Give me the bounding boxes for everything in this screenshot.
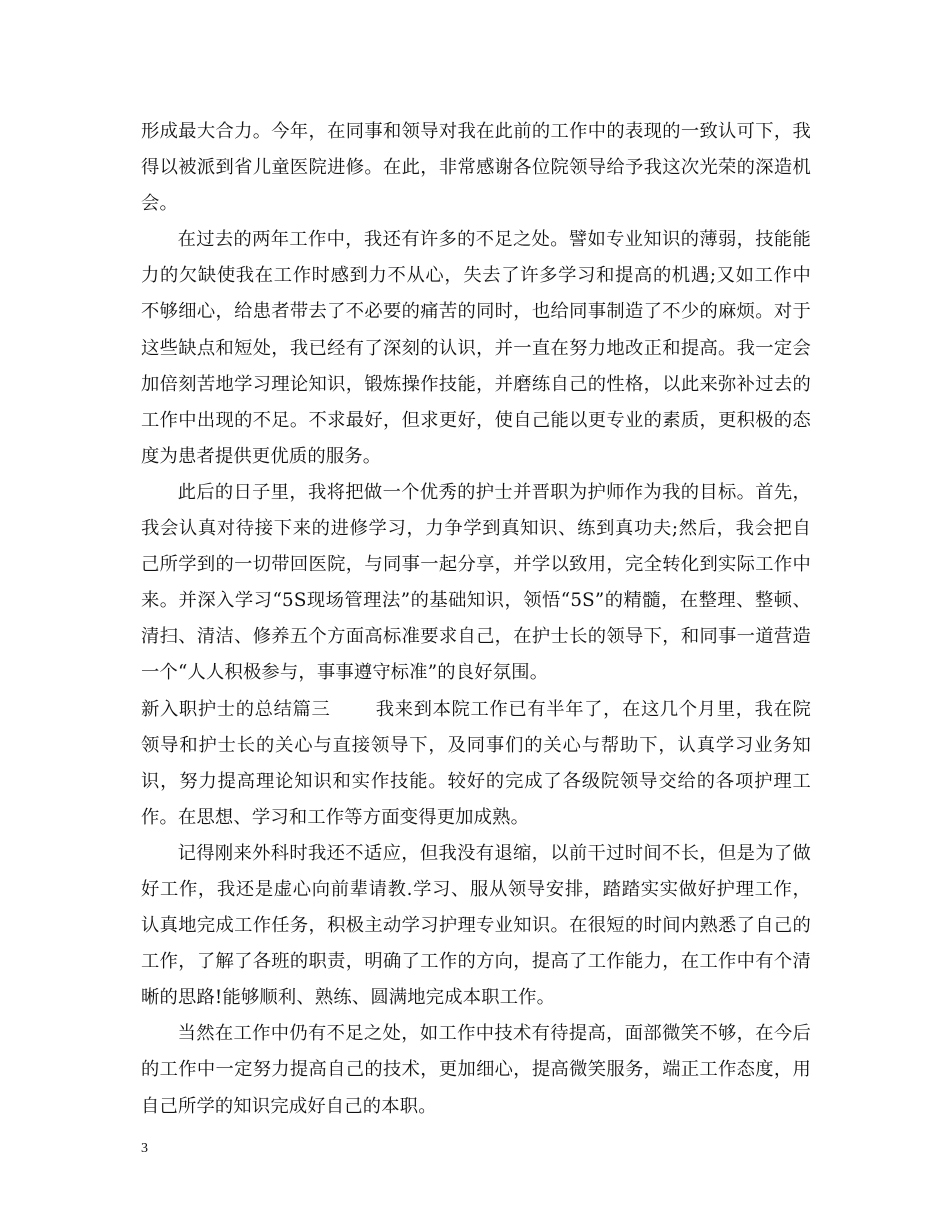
paragraph-text: 当然在工作中仍有不足之处，如工作中技术有待提高，面部微笑不够，在今后的工作中一定努力提高自己的技术，更加细心，提高微笑服务，端正工作态度，用自己所学的知识完成好自己的本职。 — [141, 1023, 811, 1117]
section-heading: 新入职护士的总结篇三 — [141, 698, 331, 720]
paragraph-text: 此后的日子里，我将把做一个优秀的护士并晋职为护师作为我的目标。首先，我会认真对待接下来的进修学习，力争学到真知识、练到真功夫;然后，我会把自己所学到的一切带回医院，与同事一起分享，并学以致用，完全转化到实际工作中来。并深入学习“5S现场管理法”的基础知识，领悟“5S”的精髓，在整理、整顿、清扫、清洁、修养五个方面高标准要求自己，在护士长的领导下，和同事一道营造一个“人人积极参与，事事遵守标准”的良好氛围。 — [141, 481, 811, 684]
paragraph-5 — [141, 836, 811, 1016]
paragraph-2 — [141, 222, 811, 475]
page-number: 3 — [141, 1141, 148, 1156]
paragraph-text: 我来到本院工作已有半年了，在这几个月里，我在院领导和护士长的关心与直接领导下，及同事们的关心与帮助下，认真学习业务知识，努力提高理论知识和实作技能。较好的完成了各级院领导交给的各项护理工作。在思想、学习和工作等方面变得更加成熟。 — [141, 698, 812, 828]
paragraph-text: 形成最大合力。今年，在同事和领导对我在此前的工作中的表现的一致认可下，我得以被派到省儿童医院进修。在此，非常感谢各位院领导给予我这次光荣的深造机会。 — [141, 121, 811, 215]
paragraph-3 — [141, 475, 811, 692]
paragraph-6 — [141, 1016, 811, 1124]
document-body — [141, 114, 811, 1125]
heading-gap — [330, 699, 375, 720]
paragraph-1 — [141, 114, 811, 222]
paragraph-text: 记得刚来外科时我还不适应，但我没有退缩，以前干过时间不长，但是为了做好工作，我还是虚心向前辈请教.学习、服从领导安排，踏踏实实做好护理工作，认真地完成工作任务，积极主动学习护理专业知识。在很短的时间内熟悉了自己的工作，了解了各班的职责，明确了工作的方向，提高了工作能力，在工作中有个清晰的思路!能够顺利、熟练、圆满地完成本职工作。 — [141, 842, 811, 1009]
paragraph-4-with-heading — [141, 692, 811, 836]
paragraph-text: 在过去的两年工作中，我还有许多的不足之处。譬如专业知识的薄弱，技能能力的欠缺使我在工作时感到力不从心，失去了许多学习和提高的机遇;又如工作中不够细心，给患者带去了不必要的痛苦的同时，也给同事制造了不少的麻烦。对于这些缺点和短处，我已经有了深刻的认识，并一直在努力地改正和提高。我一定会加倍刻苦地学习理论知识，锻炼操作技能，并磨练自己的性格，以此来弥补过去的工作中出现的不足。不求最好，但求更好，使自己能以更专业的素质，更积极的态度为患者提供更优质的服务。 — [141, 229, 811, 467]
